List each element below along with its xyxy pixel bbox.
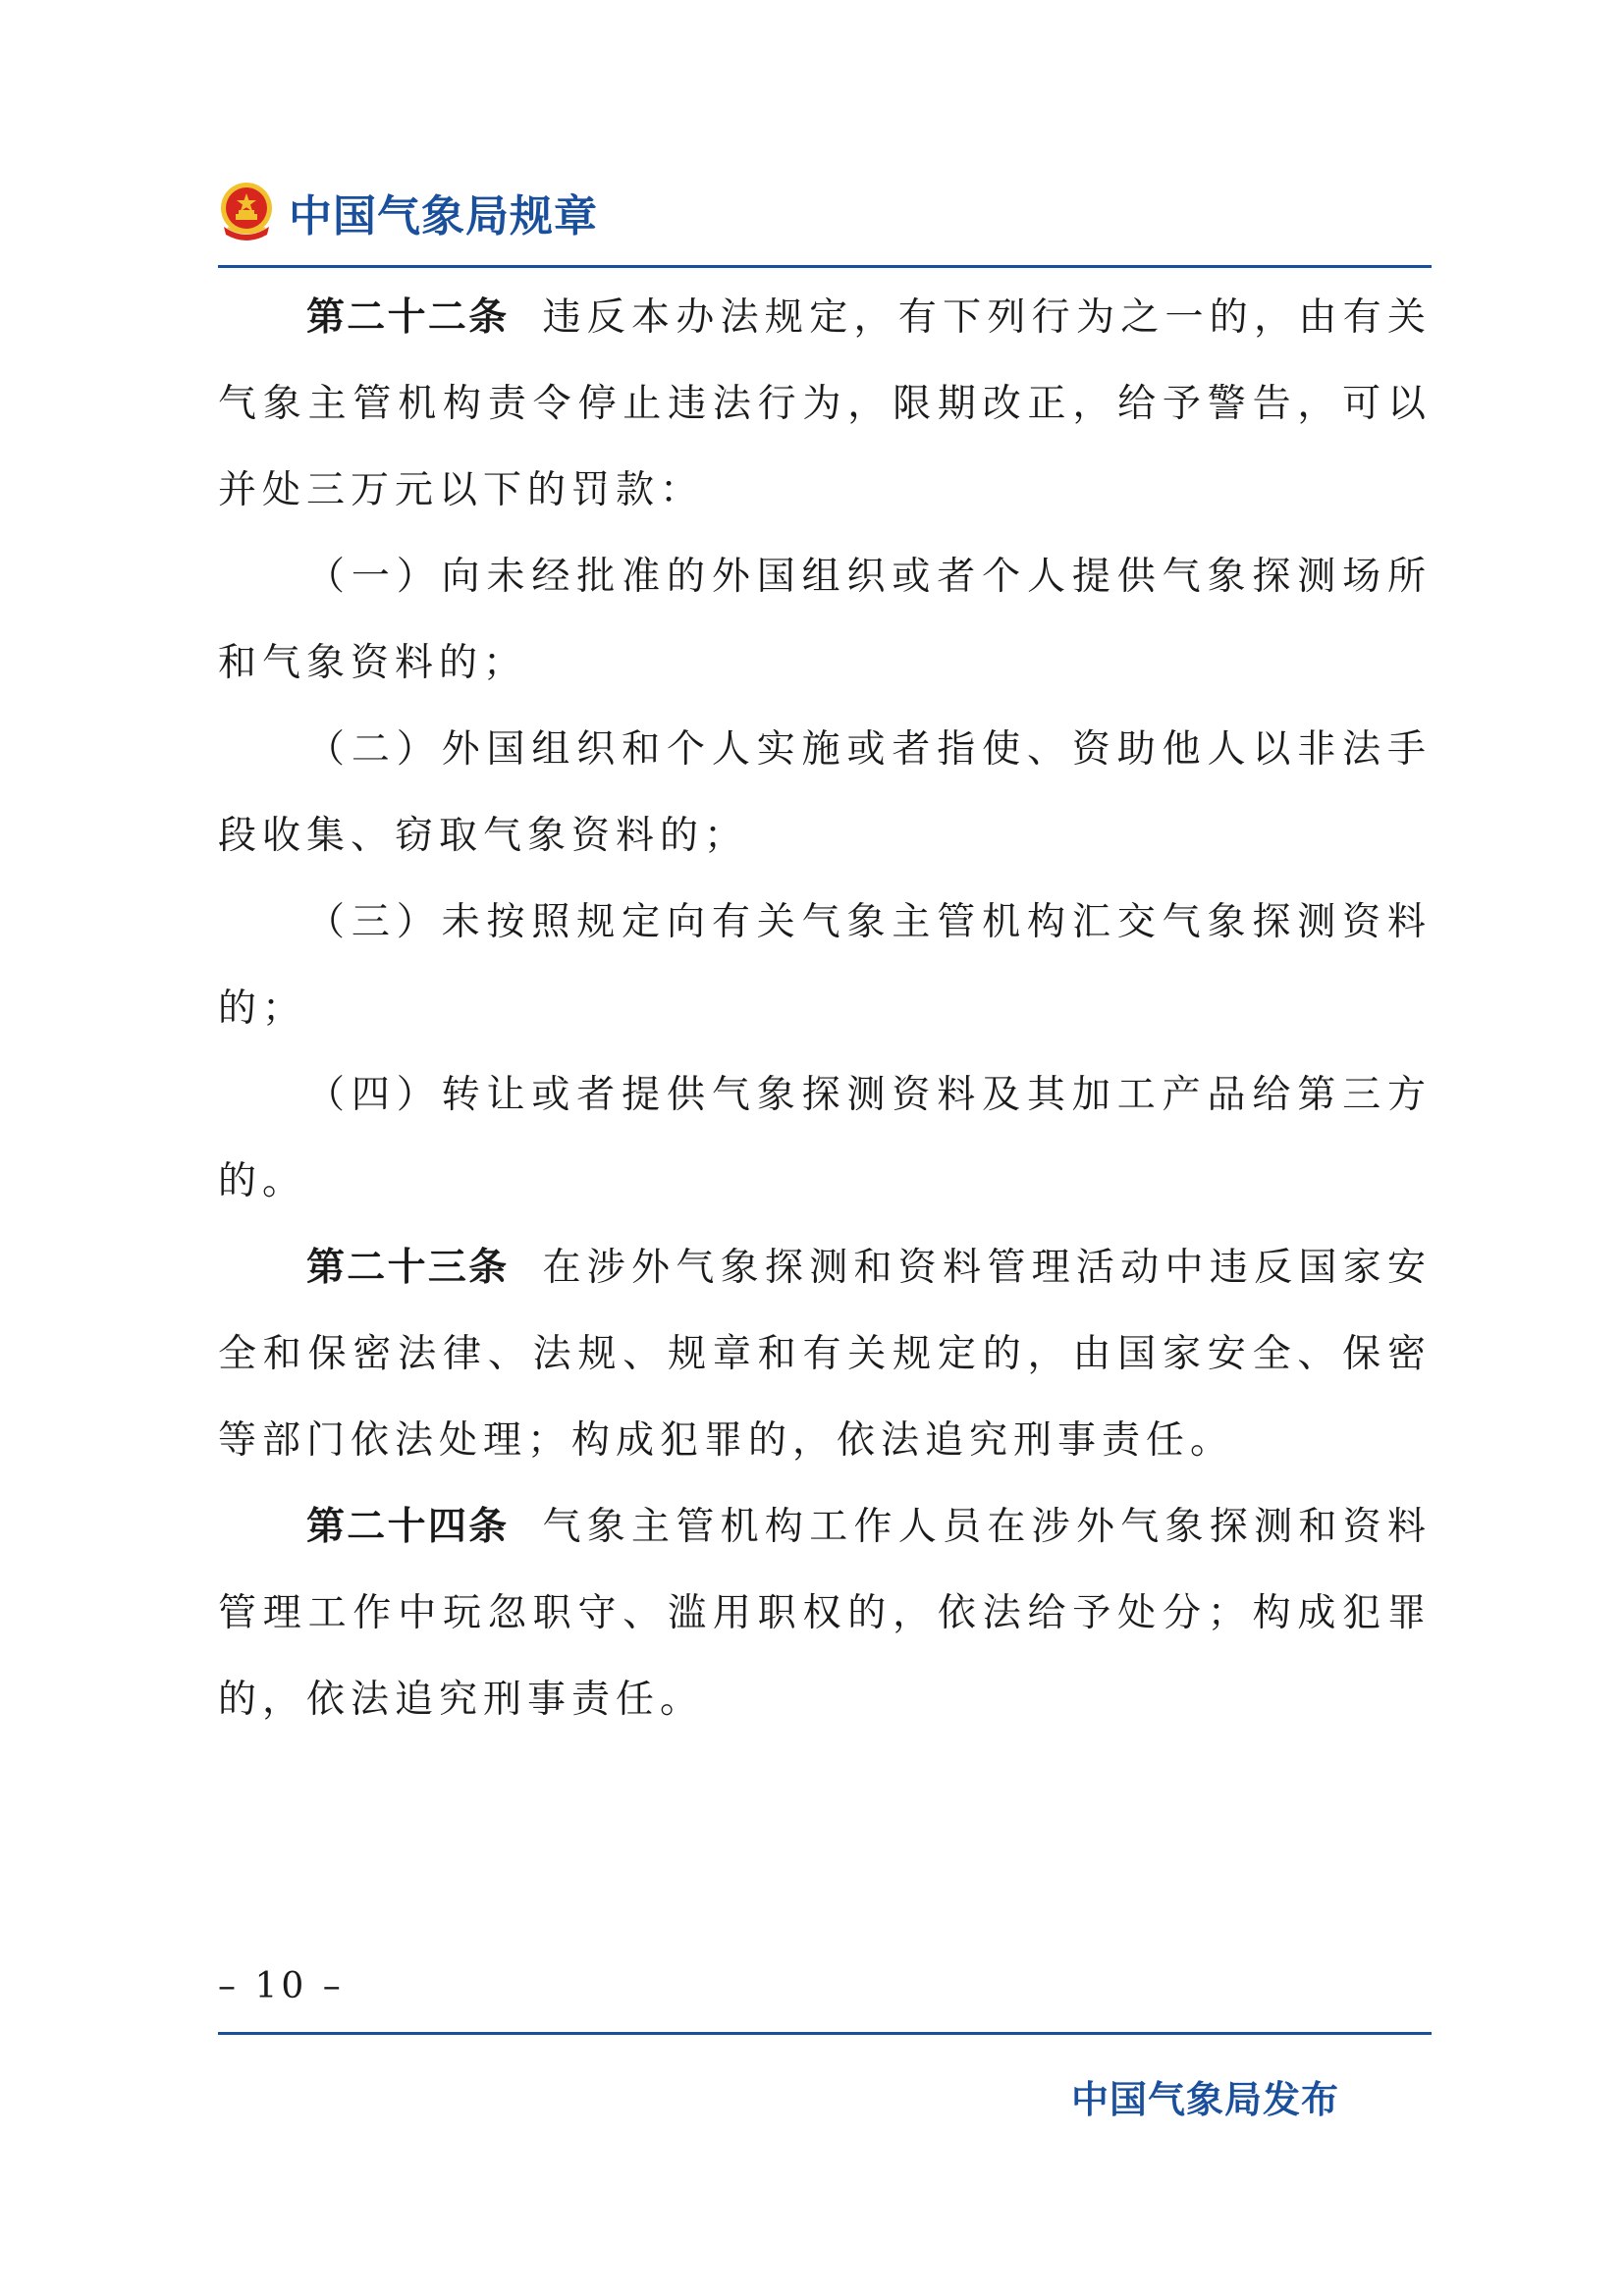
article-22-item-3: （三）未按照规定向有关气象主管机构汇交气象探测资料的； (218, 900, 1432, 1031)
article-22 (218, 275, 1432, 534)
article-24 (218, 1484, 1432, 1743)
article-22-item-2: （二）外国组织和个人实施或者指使、资助他人以非法手段收集、窃取气象资料的； (218, 727, 1432, 858)
article-heading: 第二十三条 (306, 1246, 510, 1290)
header-divider (218, 265, 1432, 268)
article-heading: 第二十二条 (306, 295, 510, 340)
national-emblem-icon (218, 182, 275, 242)
article-22-item-1: （一）向未经批准的外国组织或者个人提供气象探测场所和气象资料的； (218, 555, 1432, 685)
footer-divider (218, 2032, 1432, 2035)
article-23 (218, 1225, 1432, 1484)
document-body (218, 275, 1432, 1743)
article-heading: 第二十四条 (306, 1505, 510, 1549)
article-22-item-4: （四）转让或者提供气象探测资料及其加工产品给第三方的。 (218, 1073, 1432, 1203)
footer-publisher: 中国气象局发布 (1070, 2078, 1339, 2121)
article-text: 在涉外气象探测和资料管理活动中违反国家安全和保密法律、法规、规章和有关规定的，由国家安全、保密等部门依法处理；构成犯罪的，依法追究刑事责任。 (218, 1246, 1432, 1463)
article-text: 气象主管机构工作人员在涉外气象探测和资料管理工作中玩忽职守、滥用职权的，依法给予处分；构成犯罪的，依法追究刑事责任。 (218, 1505, 1432, 1722)
article-text: 违反本办法规定，有下列行为之一的，由有关气象主管机构责令停止违法行为，限期改正，给予警告，可以并处三万元以下的罚款： (218, 295, 1432, 512)
page-number: – 10 – (218, 1966, 345, 2006)
header-title: 中国气象局规章 (289, 191, 598, 241)
page-header (218, 173, 598, 251)
